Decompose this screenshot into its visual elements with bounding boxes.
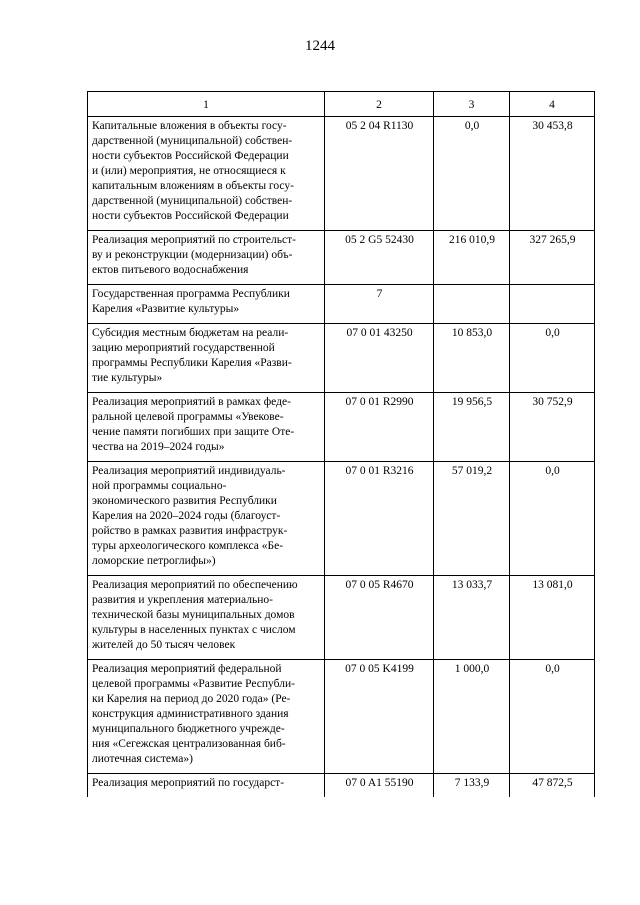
budget-code: 7 <box>325 285 434 324</box>
item-name: Реализация мероприятий по строительст- ву и реконструкции (модернизации) объ- ектов питьевого водоснабжения <box>88 231 325 285</box>
amount-column-4: 13 081,0 <box>510 576 595 660</box>
column-header-2: 2 <box>325 92 434 117</box>
table-row <box>88 324 595 393</box>
item-name: Реализация мероприятий по обеспечению развития и укрепления материально- технической базы муниципальных домов культуры в населенных пунктах с числом жителей до 50 тысяч человек <box>88 576 325 660</box>
amount-column-4: 0,0 <box>510 324 595 393</box>
amount-column-4: 30 752,9 <box>510 393 595 462</box>
amount-column-3 <box>434 285 510 324</box>
budget-code: 05 2 04 R1130 <box>325 117 434 231</box>
amount-column-3: 216 010,9 <box>434 231 510 285</box>
amount-column-4: 47 872,5 <box>510 774 595 798</box>
amount-column-3: 10 853,0 <box>434 324 510 393</box>
item-name: Реализация мероприятий индивидуаль- ной программы социально- экономического развития Республики Карелия на 2020–2024 годы (благоуст- ройство в рамках развития инфраструк- туры археологического комплекса «Бе- ломорские петроглифы») <box>88 462 325 576</box>
table-row <box>88 576 595 660</box>
item-name: Субсидия местным бюджетам на реали- зацию мероприятий государственной программы Республики Карелия «Разви- тие культуры» <box>88 324 325 393</box>
table-row <box>88 393 595 462</box>
amount-column-4: 327 265,9 <box>510 231 595 285</box>
amount-column-4: 0,0 <box>510 462 595 576</box>
table-row <box>88 462 595 576</box>
item-name: Государственная программа Республики Карелия «Развитие культуры» <box>88 285 325 324</box>
budget-code: 07 0 A1 55190 <box>325 774 434 798</box>
amount-column-3: 7 133,9 <box>434 774 510 798</box>
budget-code: 07 0 05 R4670 <box>325 576 434 660</box>
table-row <box>88 285 595 324</box>
amount-column-3: 19 956,5 <box>434 393 510 462</box>
amount-column-3: 57 019,2 <box>434 462 510 576</box>
table-row <box>88 117 595 231</box>
budget-code: 05 2 G5 52430 <box>325 231 434 285</box>
budget-code: 07 0 01 R3216 <box>325 462 434 576</box>
amount-column-3: 13 033,7 <box>434 576 510 660</box>
table-row <box>88 231 595 285</box>
column-header-3: 3 <box>434 92 510 117</box>
column-header-1: 1 <box>88 92 325 117</box>
amount-column-4 <box>510 285 595 324</box>
amount-column-3: 1 000,0 <box>434 660 510 774</box>
item-name: Реализация мероприятий по государст- <box>88 774 325 798</box>
budget-code: 07 0 05 K4199 <box>325 660 434 774</box>
item-name: Реализация мероприятий в рамках феде- ральной целевой программы «Увекове- чение памяти погибших при защите Оте- чества на 2019–2024 годы» <box>88 393 325 462</box>
amount-column-4: 0,0 <box>510 660 595 774</box>
column-header-4: 4 <box>510 92 595 117</box>
item-name: Капитальные вложения в объекты госу- дарственной (муниципальной) собствен- ности субъектов Российской Федерации и (или) мероприятия, не относящиеся к капитальным вложениям в объекты госу- дарственной (муниципальной) собствен- ности субъектов Российской Федерации <box>88 117 325 231</box>
table-row <box>88 774 595 798</box>
budget-table <box>87 91 595 797</box>
page-number: 1244 <box>305 38 335 54</box>
table-row <box>88 660 595 774</box>
budget-code: 07 0 01 43250 <box>325 324 434 393</box>
budget-code: 07 0 01 R2990 <box>325 393 434 462</box>
table-header-row <box>88 92 595 117</box>
amount-column-4: 30 453,8 <box>510 117 595 231</box>
item-name: Реализация мероприятий федеральной целевой программы «Развитие Республи- ки Карелия на период до 2020 года» (Ре- конструкция административного здания муниципального бюджетного учрежде- ния «Сегежская централизованная биб- лиотечная система») <box>88 660 325 774</box>
amount-column-3: 0,0 <box>434 117 510 231</box>
